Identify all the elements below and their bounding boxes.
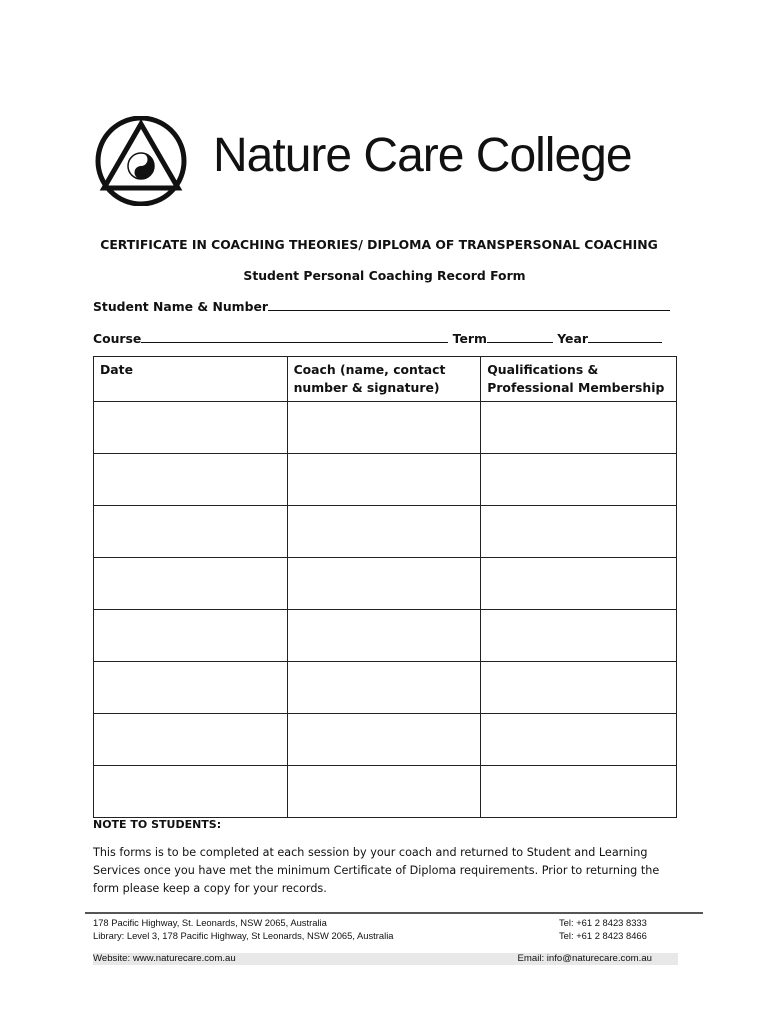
footer-phone bbox=[559, 916, 647, 942]
date-cell[interactable] bbox=[94, 662, 288, 714]
year-label: Year bbox=[557, 331, 588, 346]
coach-cell[interactable] bbox=[287, 558, 481, 610]
course-field[interactable] bbox=[141, 330, 448, 343]
course-label: Course bbox=[93, 331, 142, 346]
table-row bbox=[94, 714, 677, 766]
table-row bbox=[94, 766, 677, 818]
qualifications-cell[interactable] bbox=[481, 714, 677, 766]
college-name: Nature Care College bbox=[213, 129, 632, 182]
table-row bbox=[94, 506, 677, 558]
table-row bbox=[94, 610, 677, 662]
term-label: Term bbox=[452, 331, 487, 346]
student-name-line bbox=[93, 298, 670, 314]
date-cell[interactable] bbox=[94, 714, 288, 766]
qualifications-cell[interactable] bbox=[481, 662, 677, 714]
table-header-row bbox=[94, 357, 677, 402]
coach-cell[interactable] bbox=[287, 402, 481, 454]
date-cell[interactable] bbox=[94, 610, 288, 662]
coach-cell[interactable] bbox=[287, 662, 481, 714]
date-cell[interactable] bbox=[94, 454, 288, 506]
date-cell[interactable] bbox=[94, 402, 288, 454]
table-row bbox=[94, 402, 677, 454]
student-name-label: Student Name & Number bbox=[93, 299, 268, 314]
coach-cell[interactable] bbox=[287, 714, 481, 766]
date-cell[interactable] bbox=[94, 558, 288, 610]
coaching-record-table bbox=[93, 356, 677, 818]
qualifications-cell[interactable] bbox=[481, 766, 677, 818]
coach-cell[interactable] bbox=[287, 610, 481, 662]
note-body: This forms is to be completed at each session by your coach and returned to Student and Learning Services once you have met the minimum Certificate of Diploma requirements. Prior to returning the form please keep a copy for your records. bbox=[93, 846, 660, 895]
column-header-coach: Coach (name, contact number & signature) bbox=[287, 357, 481, 402]
coach-cell[interactable] bbox=[287, 454, 481, 506]
qualifications-cell[interactable] bbox=[481, 454, 677, 506]
phone-line: Tel: +61 2 8423 8466 bbox=[559, 930, 647, 941]
date-cell[interactable] bbox=[94, 506, 288, 558]
address-line: 178 Pacific Highway, St. Leonards, NSW 2065, Australia bbox=[93, 917, 327, 928]
email-link[interactable]: Email: info@naturecare.com.au bbox=[517, 953, 652, 964]
year-field[interactable] bbox=[588, 330, 662, 343]
table-row bbox=[94, 558, 677, 610]
table-row bbox=[94, 662, 677, 714]
qualifications-cell[interactable] bbox=[481, 558, 677, 610]
column-header-qualifications: Qualifications & Professional Membership bbox=[481, 357, 677, 402]
coach-cell[interactable] bbox=[287, 506, 481, 558]
form-heading: CERTIFICATE IN COACHING THEORIES/ DIPLOMA OF TRANSPERSONAL COACHING bbox=[100, 237, 658, 252]
student-name-field[interactable] bbox=[268, 298, 670, 311]
footer-divider bbox=[85, 912, 703, 914]
date-cell[interactable] bbox=[94, 766, 288, 818]
column-header-date: Date bbox=[94, 357, 288, 402]
footer-address bbox=[93, 916, 394, 942]
website-link[interactable]: Website: www.naturecare.com.au bbox=[93, 953, 236, 964]
form-subheading: Student Personal Coaching Record Form bbox=[243, 268, 526, 283]
course-line bbox=[93, 330, 662, 346]
table-row bbox=[94, 454, 677, 506]
yin-yang-triangle-icon bbox=[93, 116, 189, 206]
address-line: Library: Level 3, 178 Pacific Highway, St Leonards, NSW 2065, Australia bbox=[93, 930, 394, 941]
qualifications-cell[interactable] bbox=[481, 610, 677, 662]
coach-cell[interactable] bbox=[287, 766, 481, 818]
footer-contact-bar bbox=[93, 953, 678, 965]
phone-line: Tel: +61 2 8423 8333 bbox=[559, 917, 647, 928]
qualifications-cell[interactable] bbox=[481, 402, 677, 454]
term-field[interactable] bbox=[487, 330, 553, 343]
note-title: NOTE TO STUDENTS: bbox=[93, 818, 222, 831]
qualifications-cell[interactable] bbox=[481, 506, 677, 558]
